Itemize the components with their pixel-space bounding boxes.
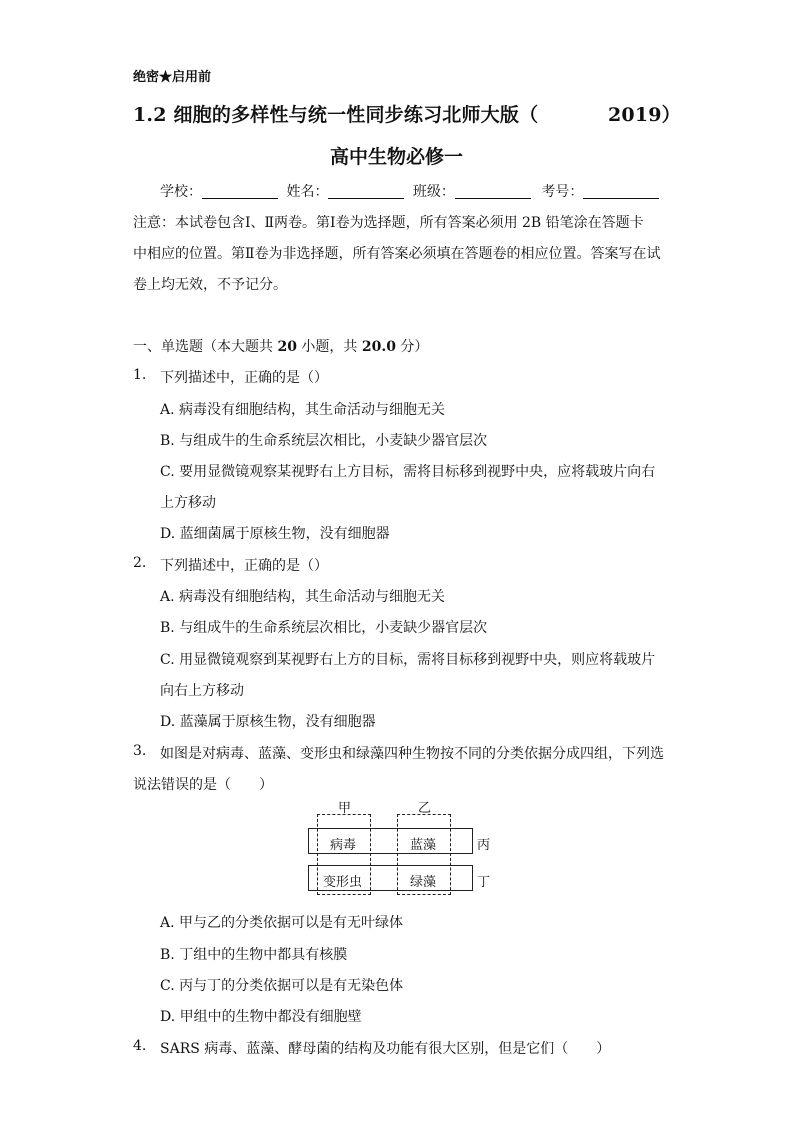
option-a[interactable]: A. 甲与乙的分类依据可以是有无叶绿体 bbox=[160, 915, 404, 931]
exam-no-label: 考号： bbox=[541, 184, 584, 200]
title-text: 1.2 细胞的多样性与统一性同步练习北师大版（ bbox=[133, 104, 539, 126]
confidential-mark: 绝密★启用前 bbox=[133, 70, 212, 85]
option-a[interactable]: A. 病毒没有细胞结构，其生命活动与细胞无关 bbox=[160, 402, 446, 418]
classification-diagram bbox=[305, 797, 495, 897]
notice-line2: 中相应的位置。第Ⅱ卷为非选择题，所有答案必须填在答题卷的相应位置。答案写在试 bbox=[133, 246, 661, 262]
option-c[interactable]: C. 用显微镜观察到某视野右上方的目标，需将目标移到视野中央，则应将载玻片 bbox=[160, 652, 656, 668]
section-prefix: 一、单选题（本大题共 bbox=[133, 339, 278, 355]
organism-green-algae: 绿藻 bbox=[410, 875, 437, 890]
school-blank[interactable] bbox=[202, 184, 278, 199]
label-ding: 丁 bbox=[477, 875, 491, 890]
question-stem: 下列描述中，正确的是（） bbox=[160, 370, 328, 386]
page-title-line1 bbox=[133, 100, 681, 127]
question-number: 4. bbox=[133, 1038, 147, 1054]
option-c[interactable]: C. 要用显微镜观察某视野右上方目标，需将目标移到视野中央，应将载玻片向右 bbox=[160, 464, 656, 480]
question-number: 3. bbox=[133, 743, 147, 759]
section-count: 20 bbox=[277, 339, 297, 355]
class-label: 班级： bbox=[412, 184, 455, 200]
notice-line3: 卷上均无效，不予记分。 bbox=[133, 277, 287, 293]
label-jia: 甲 bbox=[338, 801, 352, 816]
option-d[interactable]: D. 蓝藻属于原核生物，没有细胞器 bbox=[160, 714, 376, 730]
label-bing: 丙 bbox=[477, 838, 491, 853]
page-title-line2: 高中生物必修一 bbox=[329, 146, 463, 168]
question-stem: SARS 病毒、蓝藻、酵母菌的结构及功能有很大区别，但是它们（ ） bbox=[160, 1041, 611, 1057]
label-yi: 乙 bbox=[418, 801, 432, 816]
student-info-fields bbox=[160, 181, 659, 201]
option-a[interactable]: A. 病毒没有细胞结构，其生命活动与细胞无关 bbox=[160, 589, 446, 605]
option-c[interactable]: C. 丙与丁的分类依据可以是有无染色体 bbox=[160, 978, 404, 994]
name-label: 姓名： bbox=[286, 184, 329, 200]
option-b[interactable]: B. 与组成牛的生命系统层次相比，小麦缺少器官层次 bbox=[160, 433, 488, 449]
section-score: 20.0 bbox=[361, 339, 396, 355]
exam-no-blank[interactable] bbox=[583, 184, 659, 199]
question-stem-line1: 如图是对病毒、蓝藻、变形虫和绿藻四种生物按不同的分类依据分成四组，下列选 bbox=[160, 746, 664, 762]
section-suffix: 分） bbox=[395, 339, 429, 355]
section-mid: 小题，共 bbox=[296, 339, 362, 355]
option-d[interactable]: D. 蓝细菌属于原核生物，没有细胞器 bbox=[160, 526, 390, 542]
question-stem-line2: 说法错误的是（ ） bbox=[133, 777, 273, 793]
option-b[interactable]: B. 与组成牛的生命系统层次相比，小麦缺少器官层次 bbox=[160, 620, 488, 636]
title-year: 2019） bbox=[608, 104, 681, 126]
question-number: 2. bbox=[133, 555, 147, 571]
school-label: 学校： bbox=[160, 184, 202, 200]
organism-cyanobacteria: 蓝藻 bbox=[410, 838, 437, 853]
notice-line1: 注意：本试卷包含Ⅰ、Ⅱ两卷。第Ⅰ卷为选择题，所有答案必须用 2B 铅笔涂在答题卡 bbox=[133, 215, 644, 231]
name-blank[interactable] bbox=[328, 184, 404, 199]
organism-virus: 病毒 bbox=[330, 838, 357, 853]
class-blank[interactable] bbox=[455, 184, 531, 199]
option-c-continued: 上方移动 bbox=[160, 495, 216, 511]
question-stem: 下列描述中，正确的是（） bbox=[160, 558, 328, 574]
option-d[interactable]: D. 甲组中的生物中都没有细胞壁 bbox=[160, 1009, 362, 1025]
option-c-continued: 向右上方移动 bbox=[160, 683, 244, 699]
organism-amoeba: 变形虫 bbox=[323, 875, 363, 890]
question-number: 1. bbox=[133, 367, 147, 383]
section-header bbox=[133, 336, 428, 356]
option-b[interactable]: B. 丁组中的生物中都具有核膜 bbox=[160, 947, 348, 963]
